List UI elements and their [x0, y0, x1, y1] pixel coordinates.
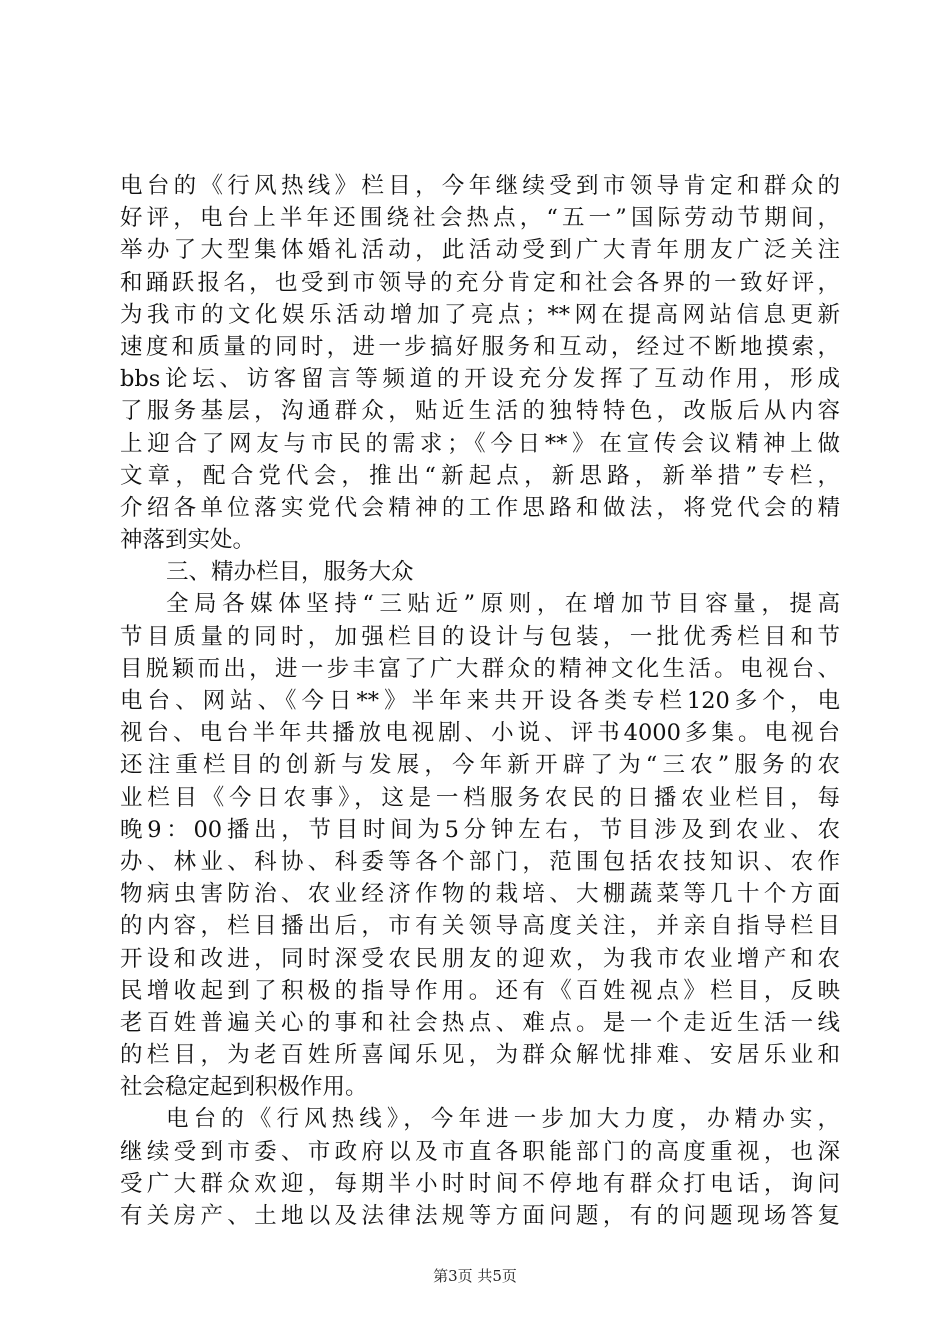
text-line: 速度和质量的同时，进一步搞好服务和互动，经过不断地摸索， [120, 333, 840, 360]
text-line: 电台的《行风热线》栏目，今年继续受到市领导肯定和群众的 [120, 173, 840, 199]
text-line: 神落到实处。 [120, 527, 256, 554]
text-line: 好评，电台上半年还围绕社会热点，“五一”国际劳动节期间， [120, 205, 840, 232]
text-line: bbs论坛、访客留言等频道的开设充分发挥了互动作用，形成 [120, 366, 840, 393]
text-line: 目脱颖而出，进一步丰富了广大群众的精神文化生活。电视台、 [120, 655, 840, 682]
text-line: 举办了大型集体婚礼活动，此活动受到广大青年朋友广泛关注 [120, 237, 840, 264]
text-line: 全局各媒体坚持“三贴近”原则，在增加节目容量，提高 [166, 591, 840, 618]
text-line: 业栏目《今日农事》，这是一档服务农民的日播农业栏目，每 [120, 784, 840, 811]
text-line: 视台、电台半年共播放电视剧、小说、评书4000多集。电视台 [120, 720, 840, 747]
section-heading: 三、精办栏目，服务大众 [166, 559, 414, 586]
text-line: 文章，配合党代会，推出“新起点，新思路，新举措”专栏， [120, 462, 840, 489]
text-line: 上迎合了网友与市民的需求；《今日**》在宣传会议精神上做 [120, 430, 840, 457]
text-line: 电台的《行风热线》，今年进一步加大力度，办精办实， [166, 1106, 840, 1133]
text-line: 和踊跃报名，也受到市领导的充分肯定和社会各界的一致好评， [120, 269, 840, 296]
text-line: 受广大群众欢迎，每期半小时时间不停地有群众打电话，询问 [120, 1170, 840, 1197]
text-line: 电台、网站、《今日**》半年来共开设各类专栏120多个，电 [120, 688, 840, 714]
text-line: 节目质量的同时，加强栏目的设计与包装，一批优秀栏目和节 [120, 623, 840, 650]
text-line: 介绍各单位落实党代会精神的工作思路和做法，将党代会的精 [120, 494, 840, 521]
text-line: 开设和改进，同时深受农民朋友的迎欢，为我市农业增产和农 [120, 945, 840, 972]
text-line: 物病虫害防治、农业经济作物的栽培、大棚蔬菜等几十个方面 [120, 881, 840, 908]
text-line: 为我市的文化娱乐活动增加了亮点；**网在提高网站信息更新 [120, 301, 840, 328]
text-line: 有关房产、土地以及法律法规等方面问题，有的问题现场答复 [120, 1203, 840, 1229]
text-line: 的内容，栏目播出后，市有关领导高度关注，并亲自指导栏目 [120, 913, 840, 940]
text-line: 了服务基层，沟通群众，贴近生活的独特特色，改版后从内容 [120, 398, 840, 425]
page-number-footer: 第3页 共5页 [433, 1267, 517, 1285]
text-line: 老百姓普遍关心的事和社会热点、难点。是一个走近生活一线 [120, 1009, 840, 1036]
text-line: 办、林业、科协、科委等各个部门，范围包括农技知识、农作 [120, 848, 840, 875]
text-line: 晚9：00播出，节目时间为5分钟左右，节目涉及到农业、农 [120, 816, 840, 843]
text-line: 社会稳定起到积极作用。 [120, 1074, 368, 1101]
text-line: 的栏目，为老百姓所喜闻乐见，为群众解忧排难、安居乐业和 [120, 1042, 840, 1069]
text-line: 民增收起到了积极的指导作用。还有《百姓视点》栏目，反映 [120, 977, 840, 1004]
text-line: 还注重栏目的创新与发展，今年新开辟了为“三农”服务的农 [120, 752, 840, 779]
text-line: 继续受到市委、市政府以及市直各职能部门的高度重视，也深 [120, 1138, 840, 1165]
document-body [120, 170, 840, 1232]
